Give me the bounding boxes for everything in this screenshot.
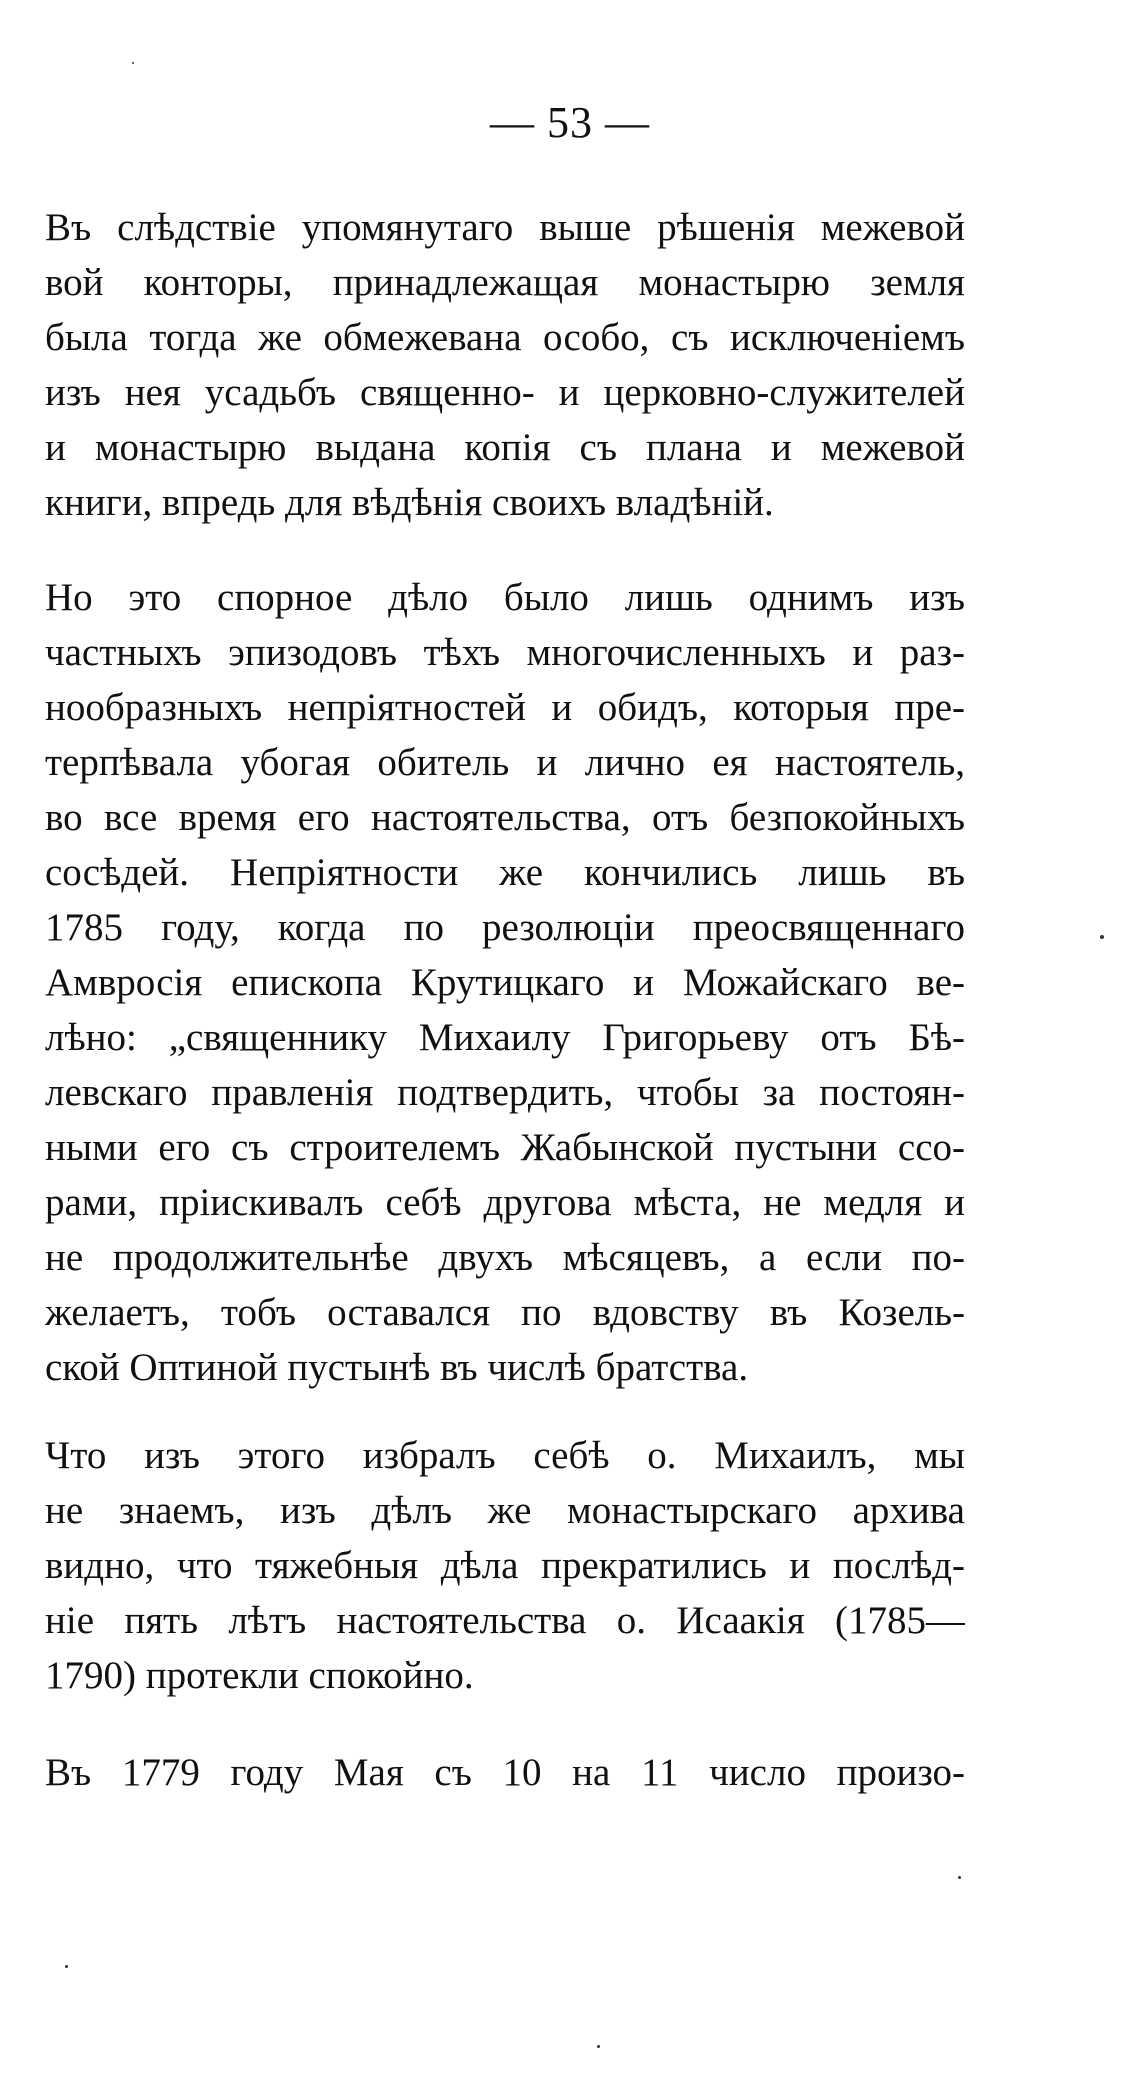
text-line: рами, пріискивалъ себѣ другова мѣста, не медля и <box>45 1181 965 1224</box>
text-line: лѣно: „священнику Михаилу Григорьеву отъ Бѣ- <box>45 1016 965 1059</box>
text-line: частныхъ эпизодовъ тѣхъ многочисленныхъ и раз- <box>45 631 965 674</box>
text-line: изъ нея усадьбъ священно- и церковно-служителей <box>45 371 965 414</box>
text-line: ными его съ строителемъ Жабынской пустыни ссо- <box>45 1126 965 1169</box>
text-line: книги, впредь для вѣдѣнія своихъ владѣній. <box>45 481 774 524</box>
text-line: Въ 1779 году Мая съ 10 на 11 число произо- <box>45 1751 965 1794</box>
text-line: во все время его настоятельства, отъ безпокойныхъ <box>45 796 965 839</box>
text-line: не знаемъ, изъ дѣлъ же монастырскаго архива <box>45 1489 965 1532</box>
text-line: ніе пять лѣтъ настоятельства о. Исаакія (1785— <box>45 1599 965 1642</box>
text-line: 1785 году, когда по резолюціи преосвященнаго <box>45 906 965 949</box>
text-line: была тогда же обмежевана особо, съ исключеніемъ <box>45 316 965 359</box>
ink-speck <box>597 2045 600 2048</box>
page-number: — 53 — <box>490 98 650 147</box>
ink-speck <box>132 62 134 64</box>
text-line: сосѣдей. Непріятности же кончились лишь въ <box>45 851 965 894</box>
text-line: левскаго правленія подтвердить, чтобы за постоян- <box>45 1071 965 1114</box>
text-line: ской Оптиной пустынѣ въ числѣ братства. <box>45 1346 749 1389</box>
text-line: Что изъ этого избралъ себѣ о. Михаилъ, мы <box>45 1434 965 1477</box>
paragraph-3 <box>45 1428 965 1703</box>
text-line: Но это спорное дѣло было лишь однимъ изъ <box>45 576 965 619</box>
text-line: видно, что тяжебныя дѣла прекратились и послѣд- <box>45 1544 965 1587</box>
ink-speck <box>65 1965 68 1968</box>
text-line: Амвросія епископа Крутицкаго и Можайскаго ве- <box>45 961 965 1004</box>
paragraph-2 <box>45 570 965 1395</box>
text-line: 1790) протекли спокойно. <box>45 1654 474 1697</box>
text-line: Въ слѣдствіе упомянутаго выше рѣшенія межевой <box>45 206 965 249</box>
paragraph-4 <box>45 1745 965 1800</box>
text-line: желаетъ, тобъ оставался по вдовству въ Козель- <box>45 1291 965 1334</box>
text-line: нообразныхъ непріятностей и обидъ, которыя пре- <box>45 686 965 729</box>
paragraph-1 <box>45 200 965 530</box>
ink-speck <box>958 1876 961 1879</box>
text-line: и монастырю выдана копія съ плана и межевой <box>45 426 965 469</box>
text-line: вой конторы, принадлежащая монастырю земля <box>45 261 965 304</box>
text-line: терпѣвала убогая обитель и лично ея настоятель, <box>45 741 965 784</box>
ink-speck <box>1100 935 1104 939</box>
text-line: не продолжительнѣе двухъ мѣсяцевъ, а если по- <box>45 1236 965 1279</box>
